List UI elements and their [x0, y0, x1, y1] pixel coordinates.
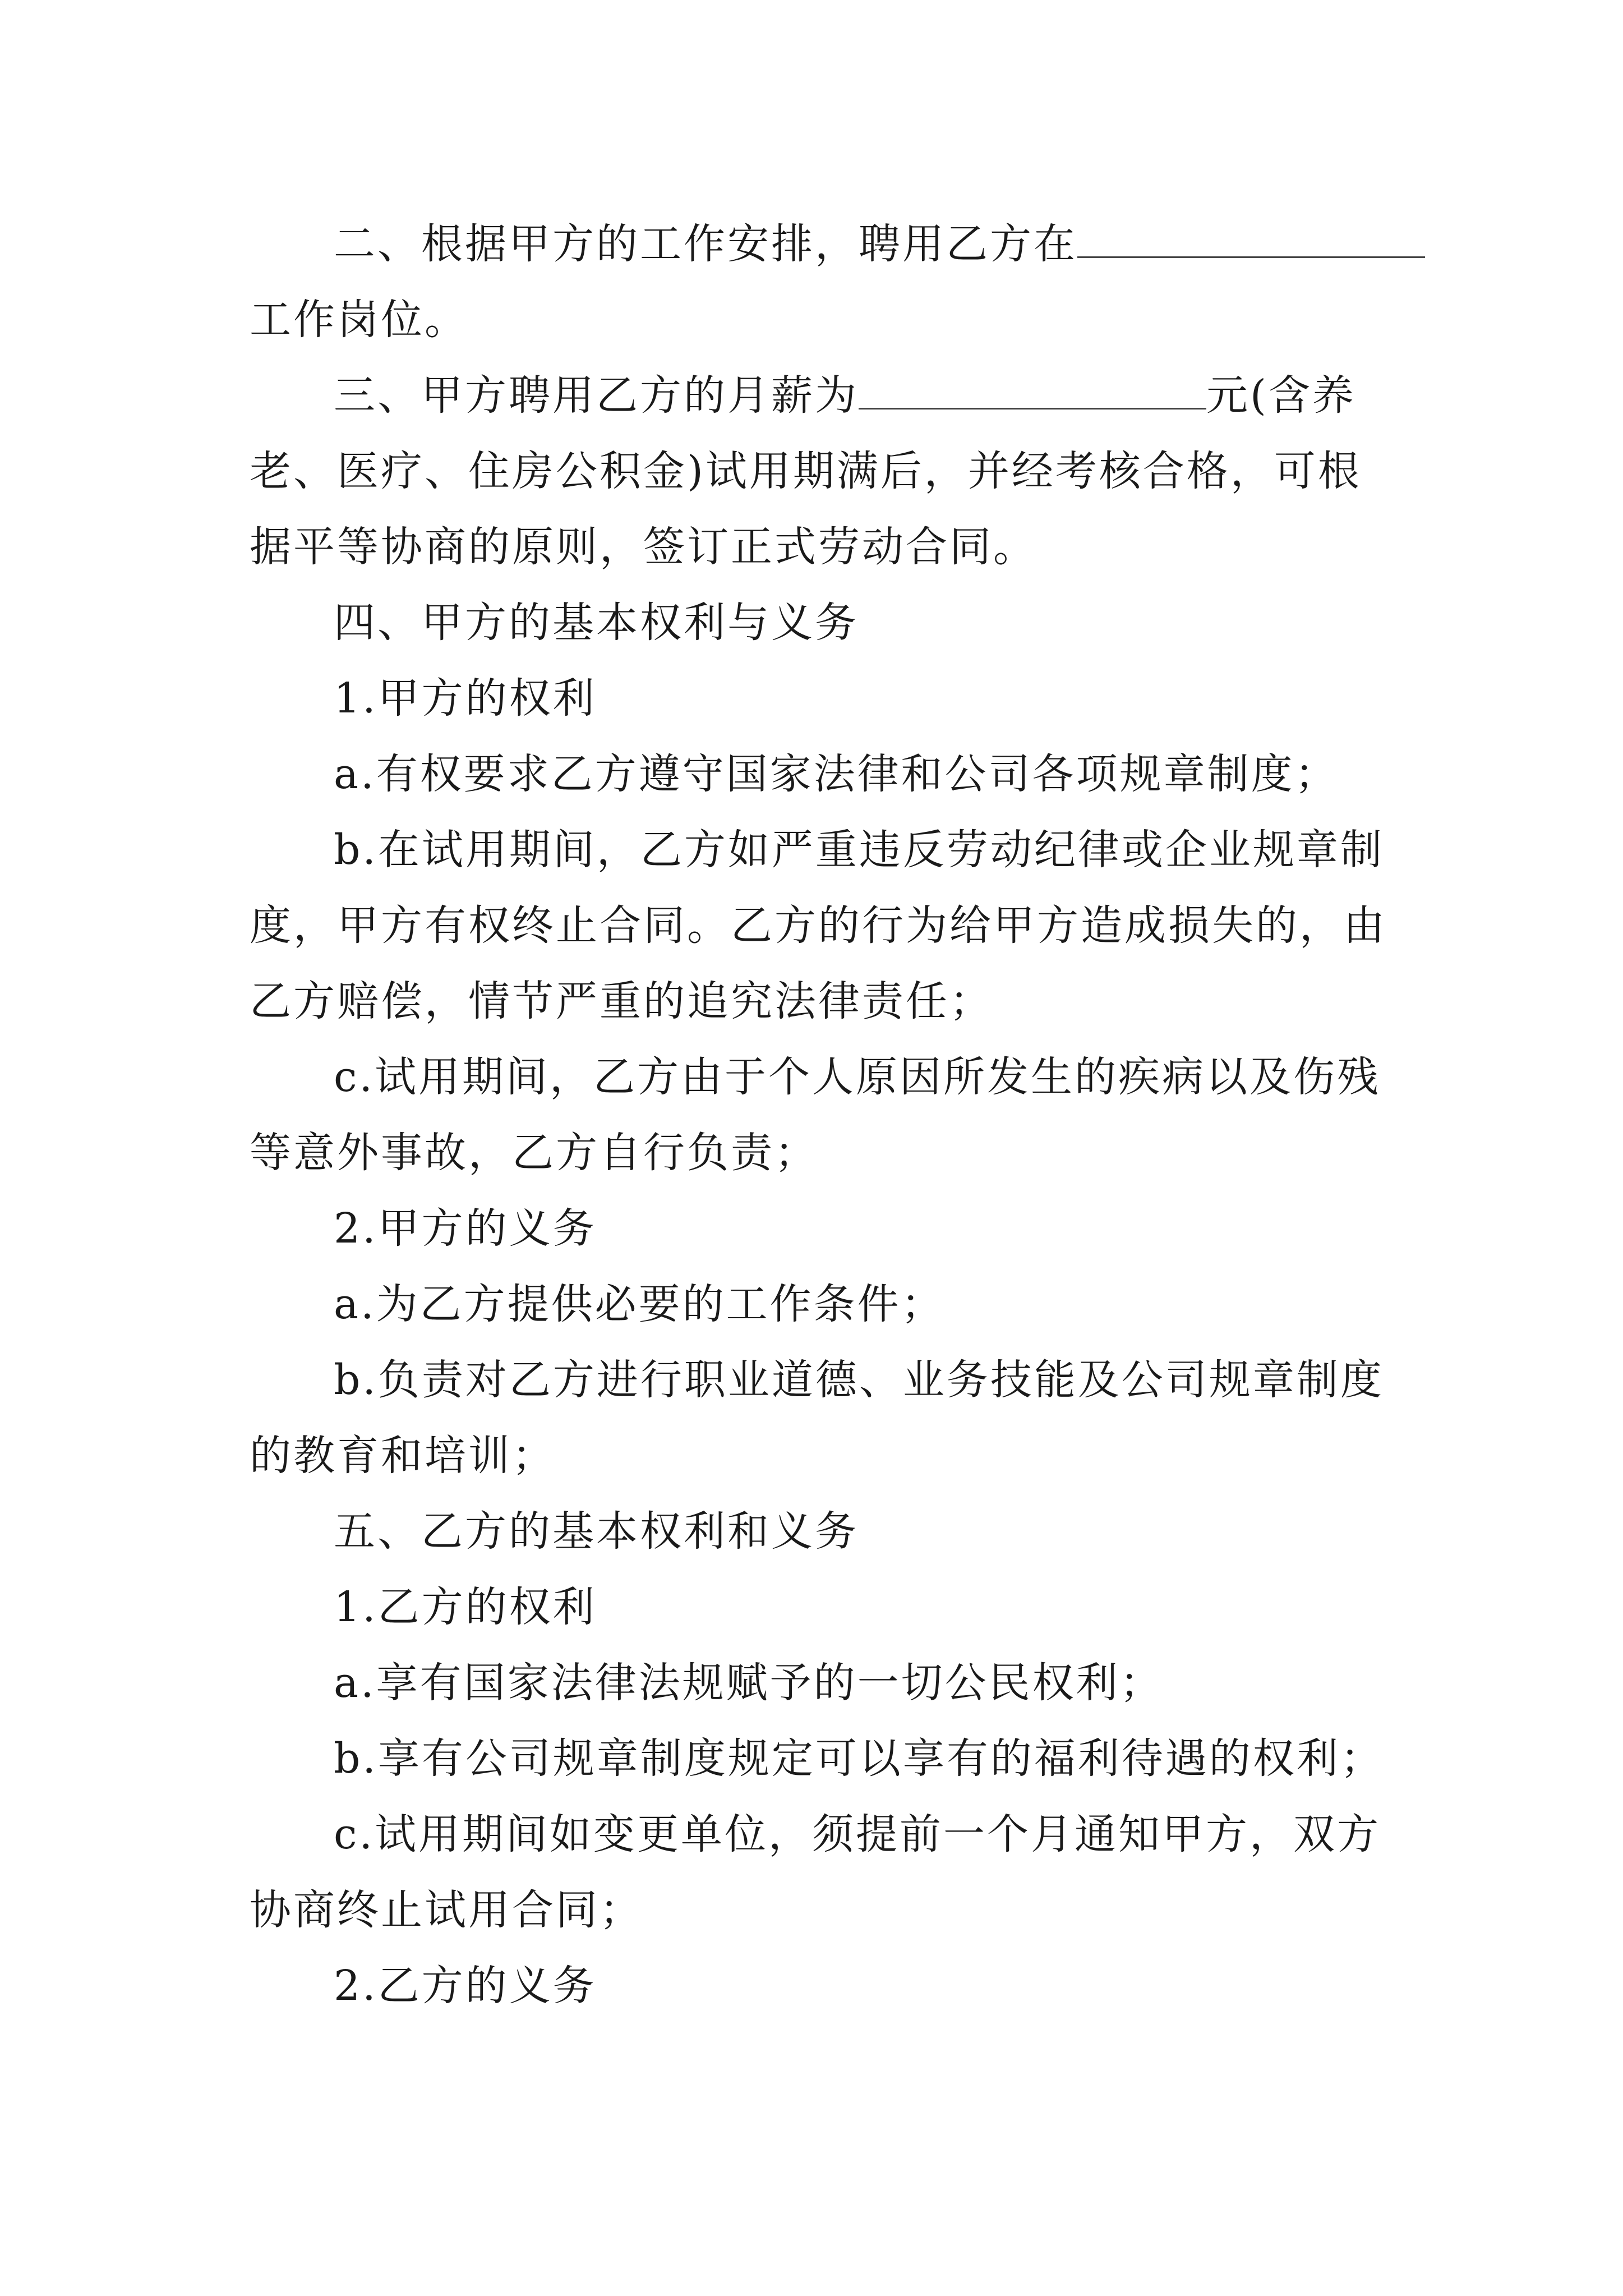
clause-4-1-heading: 1.甲方的权利	[334, 674, 597, 723]
clause-5-2-heading: 2.乙方的义务	[334, 1962, 597, 2010]
clause-5-1-a: a.享有国家法律法规赋予的一切公民权利；	[334, 1659, 1164, 1707]
clause-4-1-b-line-2: 度，甲方有权终止合同。乙方的行为给甲方造成损失的，由	[250, 901, 1387, 950]
clause-3-line-3: 据平等协商的原则，签订正式劳动合同。	[250, 523, 1037, 571]
clause-3-line-1	[334, 367, 1356, 424]
clause-5-1-b: b.享有公司规章制度规定可以享有的福利待遇的权利；	[334, 1734, 1384, 1783]
clause-4-1-b-line-1: b.在试用期间，乙方如严重违反劳动纪律或企业规章制	[334, 826, 1384, 874]
clause-5-1-heading: 1.乙方的权利	[334, 1583, 597, 1631]
clause-4-2-b-line-1: b.负责对乙方进行职业道德、业务技能及公司规章制度	[334, 1356, 1384, 1404]
clause-4-heading: 四、甲方的基本权利与义务	[334, 599, 859, 647]
clause-4-1-c-line-2: 等意外事故，乙方自行负责；	[250, 1129, 818, 1177]
clause-3-line-2: 老、医疗、住房公积金)试用期满后，并经考核合格，可根	[250, 447, 1362, 495]
clause-2-line-2: 工作岗位。	[250, 296, 468, 344]
clause-3-text-b: 元(含养	[1206, 371, 1356, 420]
position-blank[interactable]	[1077, 217, 1425, 258]
clause-3-text-a: 三、甲方聘用乙方的月薪为	[334, 371, 859, 420]
clause-5-1-c-line-1: c.试用期间如变更单位，须提前一个月通知甲方，双方	[334, 1810, 1381, 1858]
clause-2-line-1	[334, 216, 1425, 272]
clause-4-2-a: a.为乙方提供必要的工作条件；	[334, 1280, 945, 1328]
salary-blank[interactable]	[859, 369, 1206, 409]
clause-4-1-c-line-1: c.试用期间，乙方由于个人原因所发生的疾病以及伤残	[334, 1053, 1381, 1101]
clause-4-1-b-line-3: 乙方赔偿，情节严重的追究法律责任；	[250, 977, 993, 1025]
clause-4-1-a: a.有权要求乙方遵守国家法律和公司各项规章制度；	[334, 750, 1339, 798]
clause-4-2-b-line-2: 的教育和培训；	[250, 1432, 556, 1480]
clause-5-1-c-line-2: 协商终止试用合同；	[250, 1886, 643, 1934]
clause-2-text: 二、根据甲方的工作安排，聘用乙方在	[334, 220, 1077, 268]
clause-5-heading: 五、乙方的基本权利和义务	[334, 1507, 859, 1556]
clause-4-2-heading: 2.甲方的义务	[334, 1204, 597, 1253]
